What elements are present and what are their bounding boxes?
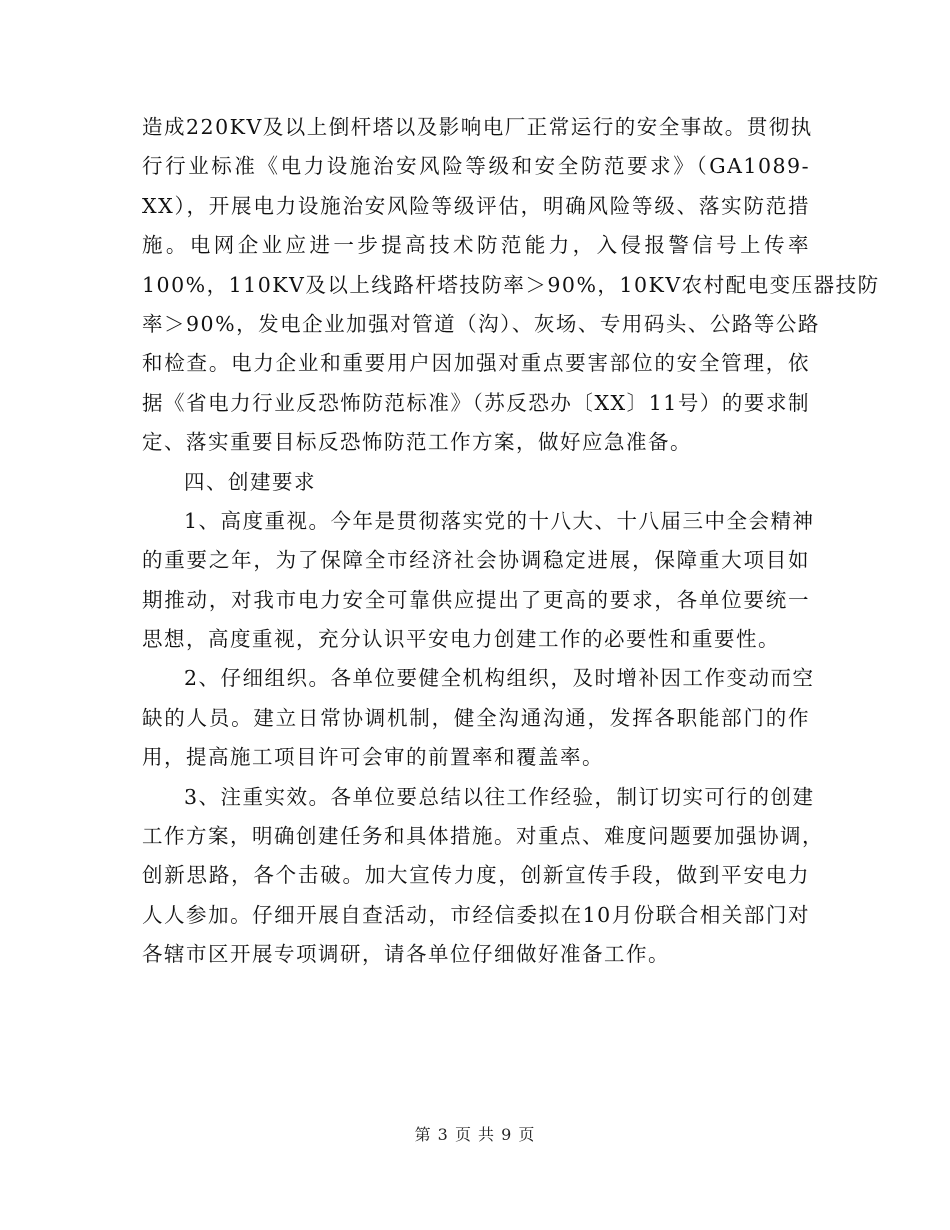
text-line: XX），开展电力设施治安风险等级评估，明确风险等级、落实防范措 xyxy=(142,193,810,218)
text-line: 率＞90%，发电企业加强对管道（沟）、灰场、专用码头、公路等公路 xyxy=(142,311,820,336)
text-line: 100%，110KV及以上线路杆塔技防率＞90%，10KV农村配电变压器技防 xyxy=(142,272,880,297)
text-line: 造成220KV及以上倒杆塔以及影响电厂正常运行的安全事故。贯彻执 xyxy=(142,115,813,139)
document-body xyxy=(142,108,880,975)
page-number-footer: 第 3 页 共 9 页 xyxy=(414,1125,536,1144)
text-line: 创新思路，各个击破。加大宣传力度，创新宣传手段，做到平安电力 xyxy=(142,863,810,888)
text-line: 3、注重实效。各单位要总结以往工作经验，制订切实可行的创建 xyxy=(184,784,815,809)
text-line: 据《省电力行业反恐怖防范标准》（苏反恐办〔XX〕11号）的要求制 xyxy=(142,390,810,415)
text-line: 缺的人员。建立日常协调机制，健全沟通沟通，发挥各职能部门的作 xyxy=(142,705,810,730)
text-line: 用，提高施工项目许可会审的前置率和覆盖率。 xyxy=(142,745,604,770)
text-line: 各辖市区开展专项调研，请各单位仔细做好准备工作。 xyxy=(142,942,670,967)
text-line: 人人参加。仔细开展自查活动，市经信委拟在10月份联合相关部门对 xyxy=(142,902,810,927)
text-line: 施。电网企业应进一步提高技术防范能力，入侵报警信号上传率 xyxy=(142,233,810,258)
text-line: 定、落实重要目标反恐怖防范工作方案，做好应急准备。 xyxy=(142,430,692,455)
text-line: 的重要之年，为了保障全市经济社会协调稳定进展，保障重大项目如 xyxy=(142,548,810,573)
text-line: 工作方案，明确创建任务和具体措施。对重点、难度问题要加强协调， xyxy=(142,824,824,849)
text-line: 期推动，对我市电力安全可靠供应提出了更高的要求，各单位要统一 xyxy=(142,587,810,612)
text-line: 1、高度重视。今年是贯彻落实党的十八大、十八届三中全会精神 xyxy=(184,508,815,533)
section-heading: 四、创建要求 xyxy=(184,469,316,494)
text-line: 和检查。电力企业和重要用户因加强对重点要害部位的安全管理，依 xyxy=(142,351,810,376)
text-line: 思想，高度重视，充分认识平安电力创建工作的必要性和重要性。 xyxy=(142,627,780,652)
text-line: 行行业标准《电力设施治安风险等级和安全防范要求》（GA1089- xyxy=(142,154,810,179)
text-line: 2、仔细组织。各单位要健全机构组织，及时增补因工作变动而空 xyxy=(184,666,815,691)
